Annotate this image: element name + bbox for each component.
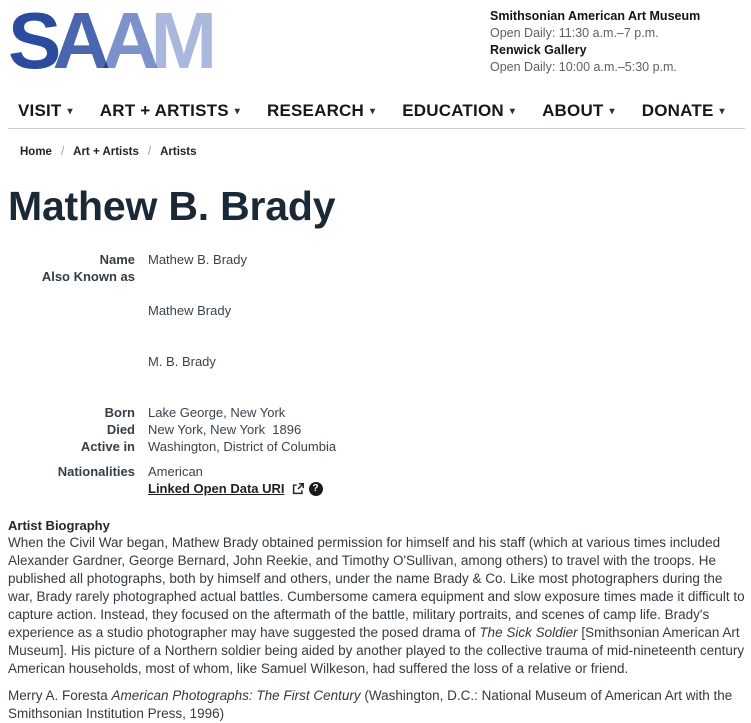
detail-row-died [8,421,745,438]
detail-row-also-known-as [8,268,745,404]
detail-row-active-in [8,438,745,455]
biography-paragraph: When the Civil War began, Mathew Brady obtained permission for himself and his staff (which at various times included Alexander Gardner, George Bernard, John Reekie, and Timothy O'Sullivan, among others) to travel with the troops. He published all photographs, both by himself and others, under the name Brady & Co. Like most photographers during the war, Brady rarely photographed actual battles. Cumbersome camera equipment and slow exposure times made it difficult to capture action. Instead, they focused on the aftermath of the battle, military portraits, and scenes of camp life. Brady's experience as a studio photographer may have suggested the posed drama of The Sick Soldier [Smithsonian American Art Museum]. His picture of a Northern soldier being aided by another played to the collective trauma of mid-nineteenth century American households, most of whom, like Samuel Wilkeson, had suffered the loss of a relative or friend. [8,535,745,676]
detail-value: Washington, District of Columbia [148,439,337,454]
saam-logo[interactable] [8,0,213,85]
detail-row-born [8,404,745,421]
logo-letter-s: S [8,0,57,85]
breadcrumb-home[interactable]: Home [20,146,52,158]
chevron-down-icon: ▾ [234,105,240,117]
chevron-down-icon: ▾ [370,105,376,117]
linked-open-data-link[interactable]: Linked Open Data URI [148,481,285,496]
artist-details [8,251,745,497]
page-title: Mathew B. Brady [8,183,336,229]
detail-label: Also Known as [41,269,135,284]
nav-divider [8,128,745,129]
biography-citation: Merry A. Foresta American Photographs: The First Century (Washington, D.C.: National Museum of American Art with the Smithsonian Institution Press, 1996) [8,688,733,721]
logo-letter-m: M [150,0,213,85]
logo-letter-a1: A [52,0,106,85]
renwick-gallery-name: Renwick Gallery [490,43,587,57]
artist-biography [8,518,745,723]
chevron-down-icon: ▾ [67,105,73,117]
breadcrumb-art-artists[interactable]: Art + Artists [73,146,139,158]
hours-block [490,6,745,76]
breadcrumb-separator: / [60,146,65,158]
nav-item-visit[interactable]: VISIT ▾ [18,100,73,120]
detail-row-nationalities [8,463,745,480]
detail-value: Lake George, New York [148,405,286,420]
spacer [8,455,745,463]
external-link-icon[interactable] [291,482,305,496]
breadcrumb-artists[interactable]: Artists [160,146,197,158]
nav-item-donate[interactable]: DONATE ▾ [641,100,725,120]
detail-label: Nationalities [57,464,135,479]
detail-label: Born [104,405,135,420]
help-icon[interactable]: ? [309,482,323,496]
chevron-down-icon: ▾ [509,105,516,117]
nav-item-education[interactable]: EDUCATION ▾ [402,100,516,120]
detail-value: Mathew Brady M. B. Brady [148,303,232,369]
detail-value: New York, New York 1896 [148,422,302,437]
main-nav [18,100,745,121]
chevron-down-icon: ▾ [719,105,725,117]
detail-label [8,480,135,497]
detail-value: Mathew B. Brady [148,252,247,267]
chevron-down-icon: ▾ [609,105,615,117]
museum-name: Smithsonian American Art Museum [490,9,701,23]
detail-row-linked-open-data [8,480,745,497]
nav-item-art-artists[interactable]: ART + ARTISTS ▾ [99,100,240,120]
detail-label: Active in [80,439,135,454]
detail-value: American [148,464,203,479]
renwick-gallery-hours: Open Daily: 10:00 a.m.–5:30 p.m. [490,60,677,74]
museum-hours: Open Daily: 11:30 a.m.–7 p.m. [490,26,659,40]
breadcrumb-separator: / [147,146,152,158]
detail-row-name [8,251,745,268]
nav-item-about[interactable]: ABOUT ▾ [542,100,615,120]
nav-item-research[interactable]: RESEARCH ▾ [267,100,376,120]
detail-label: Died [106,422,135,437]
biography-heading: Artist Biography [8,518,110,533]
site-header [8,0,745,86]
breadcrumb [20,146,745,158]
logo-letter-a2: A [101,0,155,85]
detail-label: Name [99,252,135,267]
